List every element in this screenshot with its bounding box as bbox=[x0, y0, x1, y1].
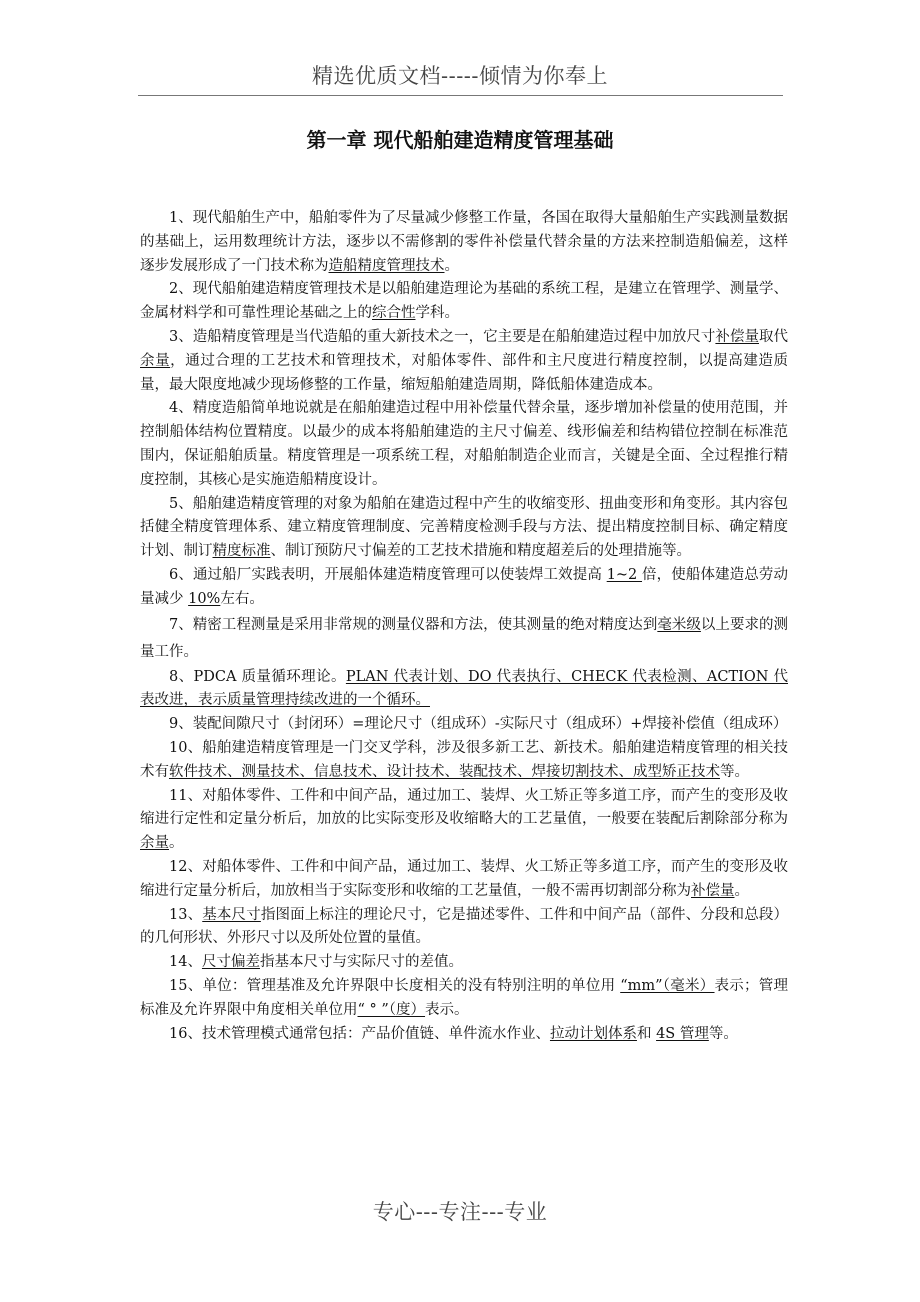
paragraph-text: 指基本尺寸与实际尺寸的差值。 bbox=[259, 954, 463, 971]
underlined-term: 拉动计划体系 bbox=[549, 1025, 637, 1042]
paragraph-text: 等。 bbox=[720, 763, 749, 780]
underlined-term: 10% bbox=[188, 590, 221, 607]
paragraph-p7 bbox=[140, 612, 788, 666]
header-rule bbox=[138, 95, 783, 96]
paragraph-p11 bbox=[140, 785, 788, 856]
underlined-term: 精度标准 bbox=[212, 543, 271, 560]
underlined-term: 毫米级 bbox=[657, 616, 701, 633]
paragraph-text: 学科。 bbox=[415, 305, 459, 322]
underlined-term: 综合性 bbox=[372, 305, 416, 322]
paragraph-text: 取代 bbox=[758, 328, 789, 345]
paragraph-text: 13、 bbox=[169, 906, 203, 923]
paragraph-p14 bbox=[140, 951, 788, 975]
paragraph-text: 6、通过船厂实践表明，开展船体建造精度管理可以使装焊工效提高 bbox=[169, 566, 607, 583]
paragraph-text: 表示。 bbox=[425, 1001, 469, 1018]
paragraph-text: 2、现代船舶建造精度管理技术是以船舶建造理论为基础的系统工程，是建立在管理学、测量学、金属材料学和可靠性理论基础之上的 bbox=[140, 281, 788, 322]
paragraph-text: 1、现代船舶生产中，船舶零件为了尽量减少修整工作量，各国在取得大量船舶生产实践测量数据的基础上，运用数理统计方法，逐步以不需修割的零件补偿量代替余量的方法来控制造船偏差，这样逐步发展形成了一门技术称为 bbox=[140, 210, 788, 274]
paragraph-p10 bbox=[140, 737, 788, 785]
paragraph-text: 左右。 bbox=[220, 590, 264, 607]
paragraph-p12 bbox=[140, 856, 788, 904]
paragraph-p1 bbox=[140, 207, 788, 278]
underlined-term: 余量 bbox=[140, 352, 171, 369]
paragraph-p4 bbox=[140, 397, 788, 492]
paragraph-text: 8、PDCA 质量循环理论。 bbox=[169, 668, 346, 685]
paragraph-text: 3、造船精度管理是当代造船的重大新技术之一，它主要是在船舶建造过程中加放尺寸 bbox=[169, 328, 716, 345]
paragraph-text: 11、对船体零件、工件和中间产品，通过加工、装焊、火工矫正等多道工序，而产生的变形及收缩进行定性和定量分析后，加放的比实际变形及收缩略大的工艺量值，一般要在装配后割除部分称为 bbox=[140, 787, 788, 828]
paragraph-text: 14、 bbox=[169, 954, 202, 971]
paragraph-text: 5、船舶建造精度管理的对象为船舶在建造过程中产生的收缩变形、扭曲变形和角变形。其内容包括健全精度管理体系、建立精度管理制度、完善精度检测手段与方法、提出精度控制目标、确定精度计划、制订 bbox=[140, 495, 788, 560]
paragraph-text: 9、装配间隙尺寸（封闭环）=理论尺寸（组成环）-实际尺寸（组成环）+焊接补偿值（组成环） bbox=[169, 716, 788, 733]
paragraph-text: 指图面上标注的理论尺寸，它是描述零件、工件和中间产品（部件、分段和总段）的几何形状、外形尺寸以及所处位置的量值。 bbox=[140, 906, 789, 947]
paragraph-text: 和 bbox=[636, 1025, 657, 1042]
paragraph-text: 4、精度造船简单地说就是在船舶建造过程中用补偿量代替余量，逐步增加补偿量的使用范围，并控制船体结构位置精度。以最少的成本将船舶建造的主尺寸偏差、线形偏差和结构错位控制在标准范围内，保证船舶质量。精度管理是一项系统工程，对船舶制造企业而言，关键是全面、全过程推行精度控制，其核心是实施造船精度设计。 bbox=[140, 400, 788, 488]
paragraph-p2 bbox=[140, 278, 788, 326]
paragraph-p13 bbox=[140, 904, 788, 952]
paragraph-text: 10、船舶建造精度管理是一门交叉学科，涉及很多新工艺、新技术。船舶建造精度管理的相关技术有 bbox=[140, 739, 788, 780]
underlined-term: 余量 bbox=[140, 835, 169, 852]
paragraph-p15 bbox=[140, 975, 788, 1023]
page-header: 精选优质文档-----倾情为你奉上 bbox=[312, 64, 608, 88]
paragraph-p16 bbox=[140, 1023, 788, 1047]
paragraph-text: 表示；管理标准及允许界限中角度相关单位用 bbox=[140, 977, 789, 1018]
underlined-term: 补偿量 bbox=[715, 328, 759, 345]
paragraph-p3 bbox=[140, 326, 788, 397]
paragraph-p8 bbox=[140, 666, 788, 714]
paragraph-text: 倍，使船体建造总劳动量减少 bbox=[140, 566, 788, 607]
underlined-term: 补偿量 bbox=[691, 882, 735, 899]
underlined-term: 软件技术、测量技术、信息技术、设计技术、装配技术、焊接切割技术、成型矫正技术 bbox=[169, 763, 720, 780]
paragraph-text: ，通过合理的工艺技术和管理技术，对船体零件、部件和主尺度进行精度控制，以提高建造质量，最大限度地减少现场修整的工作量，缩短船舶建造周期，降低船体建造成本。 bbox=[140, 352, 789, 393]
underlined-term: 基本尺寸 bbox=[202, 906, 261, 923]
document-body bbox=[140, 207, 788, 1046]
paragraph-text: 。 bbox=[169, 835, 184, 852]
paragraph-p9 bbox=[140, 713, 788, 737]
paragraph-text: 以上要求的测量工作。 bbox=[140, 616, 788, 660]
underlined-term: PLAN 代表计划、DO 代表执行、CHECK 代表检测、ACTION 代表改进，表示质量管理持续改进的一个循环。 bbox=[140, 668, 788, 709]
paragraph-text: 。 bbox=[734, 882, 749, 899]
underlined-term: “mm”（毫米） bbox=[620, 977, 715, 994]
paragraph-p5 bbox=[140, 493, 788, 564]
paragraph-text: 。 bbox=[444, 257, 459, 274]
underlined-term: 1~2 bbox=[606, 566, 643, 583]
paragraph-text: 15、单位：管理基准及允许界限中长度相关的没有特别注明的单位用 bbox=[169, 977, 621, 994]
chapter-title: 第一章 现代船舶建造精度管理基础 bbox=[306, 128, 614, 152]
paragraph-text: 12、对船体零件、工件和中间产品，通过加工、装焊、火工矫正等多道工序，而产生的变形及收缩进行定量分析后，加放相当于实际变形和收缩的工艺量值，一般不需再切割部分称为 bbox=[140, 858, 788, 899]
paragraph-p6 bbox=[140, 564, 788, 612]
paragraph-text: 等。 bbox=[708, 1025, 738, 1042]
paragraph-text: 、制订预防尺寸偏差的工艺技术措施和精度超差后的处理措施等。 bbox=[270, 543, 691, 560]
underlined-term: “ ° ”（度） bbox=[357, 1001, 426, 1018]
underlined-term: 造船精度管理技术 bbox=[328, 257, 445, 274]
page-footer: 专心---专注---专业 bbox=[372, 1200, 548, 1224]
underlined-term: 4S 管理 bbox=[656, 1025, 709, 1042]
paragraph-text: 7、精密工程测量是采用非常规的测量仪器和方法，使其测量的绝对精度达到 bbox=[169, 616, 658, 633]
underlined-term: 尺寸偏差 bbox=[201, 954, 260, 971]
paragraph-text: 16、技术管理模式通常包括：产品价值链、单件流水作业、 bbox=[169, 1025, 550, 1042]
